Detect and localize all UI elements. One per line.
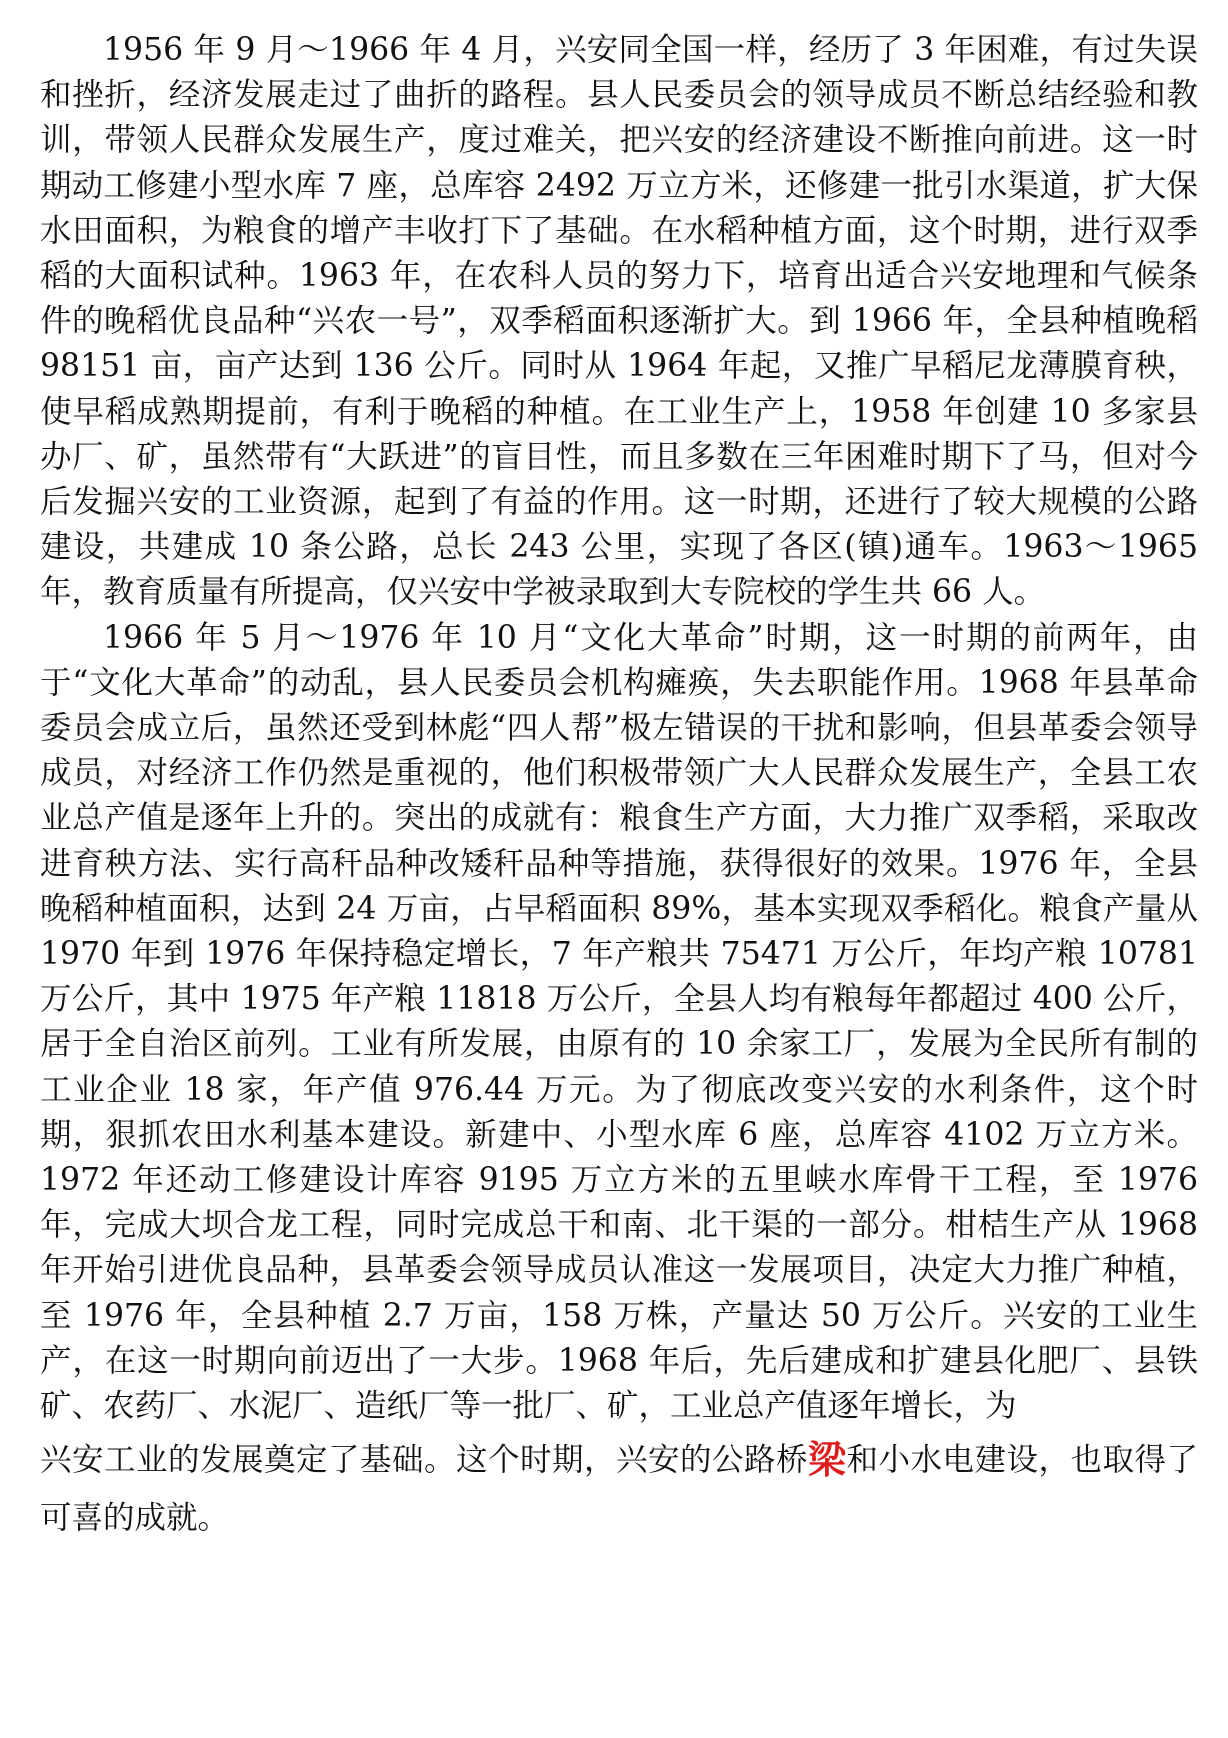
paragraph-1966-1976: 1966 年 5 月～1976 年 10 月“文化大革命”时期，这一时期的前两年，由于“文化大革命”的动乱，县人民委员会机构瘫痪，失去职能作用。1968 年县革命委员会成立后，虽然还受到林彪“四人帮”极左错误的干扰和影响，但县革委会领导成员，对经济工作仍然是重视的，他们积极带领广大人民群众发展生产，全县工农业总产值是逐年上升的。突出的成就有：粮食生产方面，大力推广双季稻，采取改进育秧方法、实行高秆品种改矮秆品种等措施，获得很好的效果。1976 年，全县晚稻种植面积，达到 24 万亩，占早稻面积 89%，基本实现双季稻化。粮食产量从 1970 年到 1976 年保持稳定增长，7 年产粮共 75471 万公斤，年均产粮 10781 万公斤，其中 1975 年产粮 11818 万公斤，全县人均有粮每年都超过 400 公斤，居于全自治区前列。工业有所发展，由原有的 10 余家工厂，发展为全民所有制的工业企业 18 家，年产值 976.44 万元。为了彻底改变兴安的水利条件，这个时期，狠抓农田水利基本建设。新建中、小型水库 6 座，总库容 4102 万立方米。1972 年还动工修建设计库容 9195 万立方米的五里峡水库骨干工程，至 1976 年，完成大坝合龙工程，同时完成总干和南、北干渠的一部分。柑桔生产从 1968 年开始引进优良品种，县革委会领导成员认准这一发展项目，决定大力推广种植，至 1976 年，全县种植 2.7 万亩，158 万株，产量达 50 万公斤。兴安的工业生产，在这一时期向前迈出了一大步。1968 年后，先后建成和扩建县化肥厂、县铁矿、农药厂、水泥厂、造纸厂等一批厂、矿，工业总产值逐年增长，为	[40, 619, 1198, 1425]
document-page	[40, 28, 1198, 1547]
highlighted-character: 梁	[807, 1438, 846, 1483]
paragraph-final-line	[40, 1431, 1198, 1547]
paragraph-1956-1966: 1956 年 9 月～1966 年 4 月，兴安同全国一样，经历了 3 年困难，有过失误和挫折，经济发展走过了曲折的路程。县人民委员会的领导成员不断总结经验和教训，带领人民群众发展生产，度过难关，把兴安的经济建设不断推向前进。这一时期动工修建小型水库 7 座，总库容 2492 万立方米，还修建一批引水渠道，扩大保水田面积，为粮食的增产丰收打下了基础。在水稻种植方面，这个时期，进行双季稻的大面积试种。1963 年，在农科人员的努力下，培育出适合兴安地理和气候条件的晚稻优良品种“兴农一号”，双季稻面积逐渐扩大。到 1966 年，全县种植晚稻 98151 亩，亩产达到 136 公斤。同时从 1964 年起，又推广早稻尼龙薄膜育秧，使早稻成熟期提前，有利于晚稻的种植。在工业生产上，1958 年创建 10 多家县办厂、矿，虽然带有“大跃进”的盲目性，而且多数在三年困难时期下了马，但对今后发掘兴安的工业资源，起到了有益的作用。这一时期，还进行了较大规模的公路建设，共建成 10 条公路，总长 243 公里，实现了各区(镇)通车。1963～1965 年，教育质量有所提高，仅兴安中学被录取到大专院校的学生共 66 人。	[40, 32, 1198, 611]
final-text-after: 和小水电建设，也取得了可喜的成就。	[40, 1442, 1198, 1537]
final-text-before: 兴安工业的发展奠定了基础。这个时期，兴安的公路桥	[40, 1442, 808, 1479]
